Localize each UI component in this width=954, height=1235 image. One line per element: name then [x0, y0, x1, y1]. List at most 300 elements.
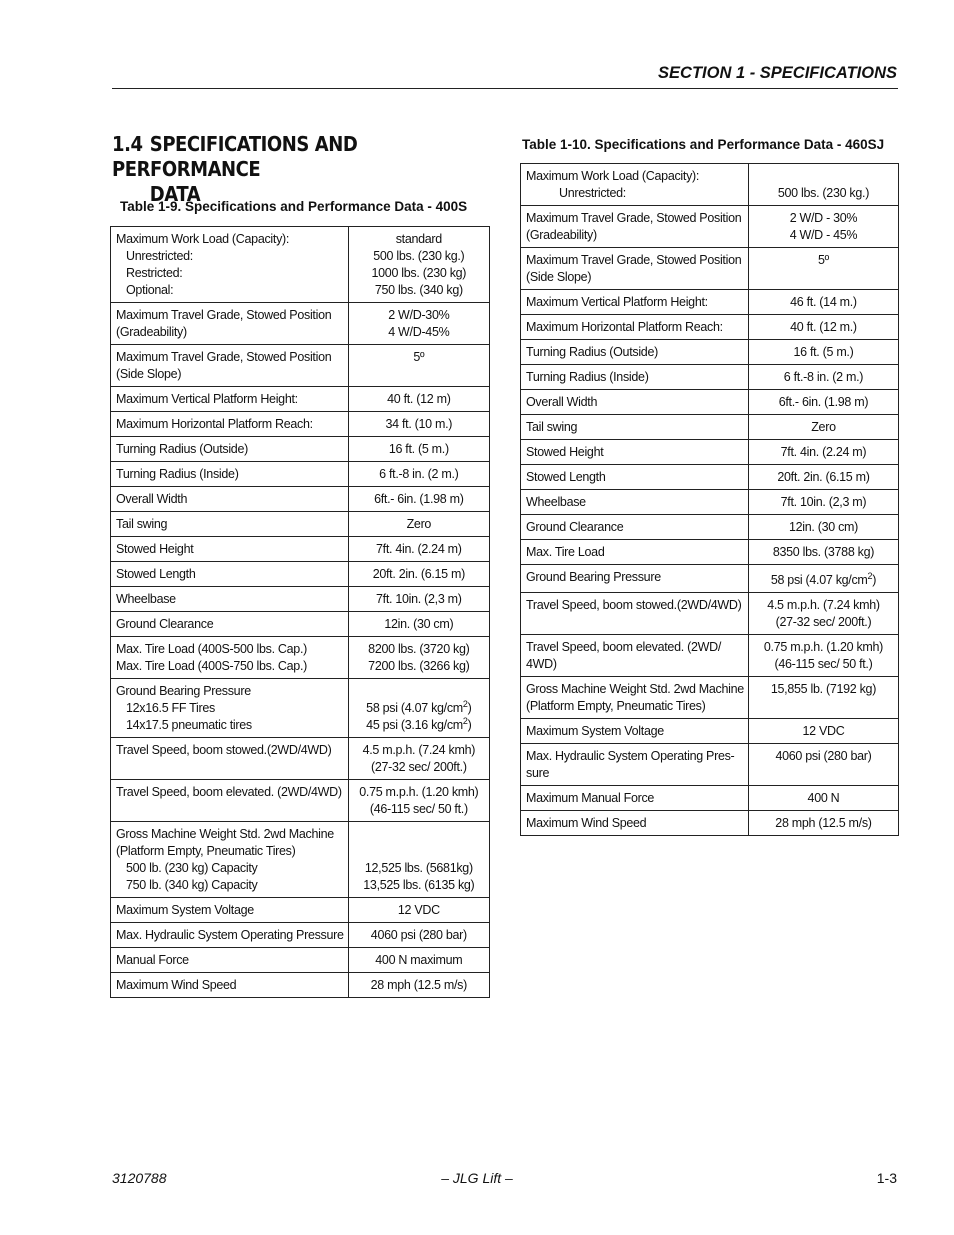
spec-value-text: (27-32 sec/ 200ft.) — [775, 615, 872, 629]
spec-value-cell — [348, 227, 489, 303]
spec-value-text: Zero — [811, 420, 836, 434]
spec-label: sure — [526, 766, 550, 780]
spec-row — [521, 593, 899, 635]
spec-label: Maximum Travel Grade, Stowed Position — [526, 211, 742, 225]
spec-value — [351, 324, 487, 341]
closing-paren: ) — [872, 573, 877, 587]
spec-value — [751, 815, 896, 832]
spec-value — [751, 394, 896, 411]
spec-label-cell — [111, 923, 349, 948]
spec-value — [351, 658, 487, 675]
spec-label: Manual Force — [116, 953, 189, 967]
spacer — [351, 826, 487, 843]
spec-row — [521, 315, 899, 340]
spec-label-cell — [521, 248, 749, 290]
spec-value-text: 12 VDC — [397, 903, 440, 917]
spec-label: Stowed Length — [116, 567, 196, 581]
spec-label: Tail swing — [116, 517, 168, 531]
spec-value-text: 0.75 m.p.h. (1.20 kmh) — [359, 785, 479, 799]
spec-row — [111, 780, 490, 822]
spec-value-text: 5º — [818, 253, 829, 267]
spec-value-cell — [748, 415, 898, 440]
spec-row — [111, 345, 490, 387]
spec-label: Wheelbase — [526, 495, 586, 509]
spec-row — [111, 612, 490, 637]
spec-label: Unrestricted: — [126, 249, 193, 263]
spec-label-cell — [111, 345, 349, 387]
spec-value-cell — [748, 164, 898, 206]
spec-label-cell — [521, 811, 749, 836]
section-heading — [112, 132, 463, 207]
spec-value-text: 34 ft. (10 m.) — [385, 417, 453, 431]
spec-label: Ground Clearance — [526, 520, 624, 534]
table-400s-caption: Table 1-9. Specifications and Performance Data - 400S — [120, 199, 468, 214]
spec-value — [351, 742, 487, 759]
spec-row — [111, 303, 490, 345]
spec-label: Overall Width — [526, 395, 598, 409]
spec-value-text: (46-115 sec/ 50 ft.) — [369, 802, 468, 816]
spec-label-cell — [111, 822, 349, 898]
spec-label-cell — [111, 898, 349, 923]
spec-label: Maximum Horizontal Platform Reach: — [116, 417, 313, 431]
spec-value — [351, 231, 487, 248]
spec-value-cell — [748, 786, 898, 811]
spec-value-cell — [748, 248, 898, 290]
spec-label: Maximum Vertical Platform Height: — [526, 295, 708, 309]
spec-value — [351, 265, 487, 282]
spec-value — [751, 210, 896, 227]
spec-value-cell — [348, 612, 489, 637]
spec-label-cell — [521, 340, 749, 365]
spec-label: Maximum Wind Speed — [116, 978, 237, 992]
spec-label: Optional: — [126, 283, 174, 297]
spec-label: Stowed Height — [116, 542, 194, 556]
spec-label: (Side Slope) — [526, 270, 592, 284]
section-heading-line2: DATA — [149, 182, 201, 206]
spec-label-cell — [111, 537, 349, 562]
spec-label: Maximum Work Load (Capacity): — [526, 169, 700, 183]
spec-label: Maximum Travel Grade, Stowed Position — [526, 253, 742, 267]
spec-row — [521, 490, 899, 515]
spec-label-cell — [111, 780, 349, 822]
spec-value-text: 46 ft. (14 m.) — [790, 295, 857, 309]
spec-value — [751, 185, 896, 202]
spec-value — [751, 544, 896, 561]
spec-value-cell — [748, 565, 898, 593]
spec-value — [351, 860, 487, 877]
spec-value-text: 2 W/D - 30% — [789, 211, 858, 225]
spec-value — [351, 391, 487, 408]
spec-row — [111, 537, 490, 562]
spec-value-text: 2 W/D-30% — [388, 308, 450, 322]
superscript: 2 — [462, 715, 468, 726]
spec-label-cell — [521, 440, 749, 465]
spec-label-cell — [521, 315, 749, 340]
spec-row — [111, 822, 490, 898]
spec-value-cell — [748, 365, 898, 390]
spec-row — [521, 248, 899, 290]
spec-value — [351, 307, 487, 324]
spec-value — [751, 748, 896, 765]
spec-value-cell — [748, 440, 898, 465]
spec-value — [351, 717, 487, 734]
spec-label: 14x17.5 pneumatic tires — [126, 718, 252, 732]
spec-value-cell — [748, 593, 898, 635]
spec-row — [111, 487, 490, 512]
spec-label: Turning Radius (Outside) — [526, 345, 658, 359]
section-heading-line1: SPECIFICATIONS AND PERFORMANCE — [112, 132, 358, 181]
spec-label-cell — [521, 290, 749, 315]
spec-label: Max. Tire Load — [526, 545, 605, 559]
spec-value — [751, 344, 896, 361]
spec-row — [111, 437, 490, 462]
spec-value-cell — [348, 437, 489, 462]
spec-value — [351, 516, 487, 533]
spec-value-cell — [348, 562, 489, 587]
spec-value-text: 6ft.- 6in. (1.98 m) — [778, 395, 869, 409]
table-460sj-caption: Table 1-10. Specifications and Performance Data - 460SJ — [522, 137, 885, 152]
spec-value — [351, 466, 487, 483]
spec-value-cell — [348, 738, 489, 780]
spec-value — [351, 902, 487, 919]
spec-label: (Gradeability) — [526, 228, 597, 242]
spec-value — [751, 723, 896, 740]
spec-label: Travel Speed, boom stowed.(2WD/4WD) — [116, 743, 332, 757]
spec-value — [351, 927, 487, 944]
footer-brand: – JLG Lift – — [441, 1170, 513, 1186]
spec-value-text: 16 ft. (5 m.) — [388, 442, 449, 456]
spec-row — [521, 465, 899, 490]
spec-label: Ground Bearing Pressure — [526, 570, 661, 584]
spec-value-text: 20ft. 2in. (6.15 m) — [777, 470, 870, 484]
spec-row — [111, 923, 490, 948]
spec-label: Maximum Travel Grade, Stowed Position — [116, 308, 332, 322]
spec-value-text: 400 N — [807, 791, 840, 805]
spec-value-cell — [748, 515, 898, 540]
spec-value — [351, 248, 487, 265]
spec-value — [351, 952, 487, 969]
spec-label: Gross Machine Weight Std. 2wd Machine — [526, 682, 744, 696]
table-460sj-specifications — [520, 163, 899, 836]
spec-value — [351, 759, 487, 776]
spec-value-text: 40 ft. (12 m.) — [790, 320, 857, 334]
spec-value-cell — [348, 512, 489, 537]
spec-label: Tail swing — [526, 420, 578, 434]
spec-label: Max. Tire Load (400S-500 lbs. Cap.) — [116, 642, 307, 656]
header-divider — [112, 88, 898, 89]
spec-row — [111, 387, 490, 412]
spec-value-cell — [748, 811, 898, 836]
spec-value — [751, 681, 896, 698]
spec-label: 750 lb. (340 kg) Capacity — [126, 878, 258, 892]
spec-label-cell — [521, 490, 749, 515]
spec-row — [111, 973, 490, 998]
spec-value-text: 4 W/D - 45% — [789, 228, 858, 242]
spec-value — [751, 444, 896, 461]
spec-value-cell — [748, 719, 898, 744]
spec-value — [751, 494, 896, 511]
spec-label: Unrestricted: — [559, 186, 626, 200]
table-400s-specifications — [110, 226, 490, 998]
spec-label: Ground Clearance — [116, 617, 214, 631]
spec-value-text: 13,525 lbs. (6135 kg) — [363, 878, 475, 892]
spec-label: Gross Machine Weight Std. 2wd Machine — [116, 827, 334, 841]
spec-value-text: 20ft. 2in. (6.15 m) — [372, 567, 465, 581]
spec-label: Travel Speed, boom stowed.(2WD/4WD) — [526, 598, 742, 612]
spec-value — [351, 801, 487, 818]
spec-value-text: 7ft. 4in. (2.24 m) — [376, 542, 462, 556]
spec-value — [351, 784, 487, 801]
spec-label: 4WD) — [526, 657, 557, 671]
spec-row — [111, 512, 490, 537]
spec-label: Maximum System Voltage — [526, 724, 664, 738]
spec-label-cell — [111, 487, 349, 512]
table-400s-body — [111, 227, 490, 998]
spec-label-cell — [111, 512, 349, 537]
spec-value — [751, 227, 896, 244]
closing-paren: ) — [467, 718, 472, 732]
spec-value-cell — [348, 948, 489, 973]
spec-value-text: 58 psi (4.07 kg/cm — [366, 701, 463, 715]
spec-value-cell — [348, 345, 489, 387]
spec-row — [521, 390, 899, 415]
spec-label-cell — [111, 587, 349, 612]
spec-value-cell — [348, 637, 489, 679]
spec-value — [351, 877, 487, 894]
spec-label: Stowed Length — [526, 470, 606, 484]
spec-value-text: 8350 lbs. (3788 kg) — [772, 545, 875, 559]
spec-value-text: 28 mph (12.5 m/s) — [775, 816, 872, 830]
spec-value-cell — [348, 303, 489, 345]
spec-value — [351, 591, 487, 608]
spec-label: Maximum Manual Force — [526, 791, 655, 805]
spec-label: Overall Width — [116, 492, 188, 506]
spec-label: Stowed Height — [526, 445, 604, 459]
spec-label: Turning Radius (Outside) — [116, 442, 248, 456]
spec-label: Maximum Vertical Platform Height: — [116, 392, 298, 406]
superscript: 2 — [462, 698, 468, 709]
spec-label-cell — [521, 565, 749, 593]
spec-value-text: 400 N maximum — [375, 953, 463, 967]
spec-label-cell — [521, 719, 749, 744]
spec-value-text: 12in. (30 cm) — [384, 617, 454, 631]
spec-value — [751, 597, 896, 614]
spec-label-cell — [521, 635, 749, 677]
spec-label-cell — [521, 593, 749, 635]
spec-label-cell — [111, 562, 349, 587]
spec-value-text: 28 mph (12.5 m/s) — [370, 978, 467, 992]
spec-row — [521, 719, 899, 744]
spec-value-cell — [348, 973, 489, 998]
spec-row — [111, 948, 490, 973]
spec-value — [351, 977, 487, 994]
spec-value — [351, 616, 487, 633]
spacer — [751, 168, 896, 185]
spec-value-cell — [348, 487, 489, 512]
spec-label-cell — [521, 515, 749, 540]
spacer — [351, 683, 487, 700]
spec-value-cell — [748, 465, 898, 490]
spec-label-cell — [521, 677, 749, 719]
spec-value-text: 6 ft.-8 in. (2 m.) — [783, 370, 864, 384]
spec-value-text: 4 W/D-45% — [388, 325, 450, 339]
spec-value-cell — [348, 679, 489, 738]
spec-value — [751, 656, 896, 673]
spec-value-text: 7ft. 10in. (2,3 m) — [780, 495, 867, 509]
spec-label: Restricted: — [126, 266, 183, 280]
spec-row — [111, 227, 490, 303]
spec-label-cell — [111, 948, 349, 973]
spec-value — [351, 441, 487, 458]
spec-value-cell — [748, 744, 898, 786]
spec-value — [351, 566, 487, 583]
spec-label: Maximum Work Load (Capacity): — [116, 232, 290, 246]
spec-value-cell — [748, 677, 898, 719]
spec-value — [751, 294, 896, 311]
spec-label-cell — [521, 744, 749, 786]
spec-value-text: 8200 lbs. (3720 kg) — [368, 642, 470, 656]
spec-value-text: 7200 lbs. (3266 kg) — [368, 659, 470, 673]
spec-label-cell — [111, 738, 349, 780]
spec-value-text: 12 VDC — [802, 724, 845, 738]
spec-label-cell — [111, 973, 349, 998]
spec-label: Turning Radius (Inside) — [526, 370, 649, 384]
spec-label-cell — [521, 415, 749, 440]
spec-value — [751, 369, 896, 386]
spec-label: Max. Tire Load (400S-750 lbs. Cap.) — [116, 659, 307, 673]
table-460sj-body — [521, 164, 899, 836]
spec-row — [521, 744, 899, 786]
spec-label-cell — [521, 206, 749, 248]
spec-value — [751, 252, 896, 269]
spec-value — [751, 790, 896, 807]
spec-value-text: 750 lbs. (340 kg) — [374, 283, 463, 297]
spec-row — [521, 290, 899, 315]
spec-value — [751, 319, 896, 336]
spec-label-cell — [521, 164, 749, 206]
spec-label: Ground Bearing Pressure — [116, 684, 251, 698]
spec-row — [521, 415, 899, 440]
spec-value-text: 40 ft. (12 m) — [387, 392, 451, 406]
spec-value-cell — [748, 290, 898, 315]
spec-label-cell — [111, 462, 349, 487]
spec-value-cell — [348, 822, 489, 898]
spec-row — [521, 515, 899, 540]
spec-value-cell — [748, 340, 898, 365]
spec-value-cell — [348, 923, 489, 948]
spec-label: (Platform Empty, Pneumatic Tires) — [116, 844, 296, 858]
spec-value — [351, 491, 487, 508]
spec-value-text: standard — [395, 232, 442, 246]
spec-value-cell — [748, 206, 898, 248]
document-number: 3120788 — [112, 1170, 167, 1186]
spec-row — [111, 462, 490, 487]
spec-value-text: 4.5 m.p.h. (7.24 kmh) — [767, 598, 880, 612]
spec-label: Max. Hydraulic System Operating Pressure — [116, 928, 344, 942]
spec-row — [111, 587, 490, 612]
spec-value — [751, 519, 896, 536]
spec-value-text: 1000 lbs. (230 kg) — [371, 266, 467, 280]
spec-value — [751, 639, 896, 656]
page-number: 1-3 — [876, 1170, 897, 1186]
spec-label-cell — [111, 412, 349, 437]
spec-value-cell — [348, 587, 489, 612]
spec-value-text: 12,525 lbs. (5681kg) — [364, 861, 473, 875]
spec-row — [521, 786, 899, 811]
spec-row — [111, 637, 490, 679]
spec-value-cell — [748, 490, 898, 515]
spec-row — [111, 562, 490, 587]
spec-label: 500 lb. (230 kg) Capacity — [126, 861, 258, 875]
spec-value-cell — [348, 462, 489, 487]
spec-label-cell — [111, 612, 349, 637]
spec-value-cell — [748, 635, 898, 677]
spec-label: Max. Hydraulic System Operating Pres- — [526, 749, 735, 763]
spec-value-cell — [748, 315, 898, 340]
spec-label: Wheelbase — [116, 592, 176, 606]
spec-label: (Gradeability) — [116, 325, 187, 339]
spec-value-text: 15,855 lb. (7192 kg) — [770, 682, 877, 696]
section-header-title: SECTION 1 - SPECIFICATIONS — [658, 64, 897, 82]
spec-value-text: 12in. (30 cm) — [788, 520, 858, 534]
spec-value-text: 0.75 m.p.h. (1.20 kmh) — [763, 640, 884, 654]
spec-value — [351, 349, 487, 366]
spec-label-cell — [111, 679, 349, 738]
spec-row — [521, 811, 899, 836]
spec-row — [111, 738, 490, 780]
spec-label: (Platform Empty, Pneumatic Tires) — [526, 699, 706, 713]
spec-label: Turning Radius (Inside) — [116, 467, 239, 481]
spec-value-text: (27-32 sec/ 200ft.) — [370, 760, 467, 774]
spec-value — [351, 641, 487, 658]
spec-label: Maximum Travel Grade, Stowed Position — [116, 350, 332, 364]
spec-value-text: 6ft.- 6in. (1.98 m) — [374, 492, 464, 506]
spec-value-text: 45 psi (3.16 kg/cm — [366, 718, 463, 732]
spec-row — [521, 440, 899, 465]
spec-value — [751, 614, 896, 631]
spec-row — [521, 635, 899, 677]
spec-row — [111, 898, 490, 923]
spec-value-text: 4060 psi (280 bar) — [370, 928, 467, 942]
spec-row — [521, 164, 899, 206]
spec-row — [111, 412, 490, 437]
spec-value-text: 7ft. 10in. (2,3 m) — [376, 592, 462, 606]
spec-label-cell — [521, 465, 749, 490]
spec-row — [521, 340, 899, 365]
closing-paren: ) — [467, 701, 472, 715]
spec-value — [351, 541, 487, 558]
spec-value-text: 7ft. 4in. (2.24 m) — [780, 445, 867, 459]
spec-label-cell — [111, 437, 349, 462]
spec-value-cell — [748, 540, 898, 565]
spec-value — [751, 419, 896, 436]
spec-row — [521, 677, 899, 719]
spec-value-cell — [748, 390, 898, 415]
spec-value-text: 4060 psi (280 bar) — [775, 749, 872, 763]
spec-value — [351, 282, 487, 299]
spacer — [351, 843, 487, 860]
spec-label-cell — [521, 786, 749, 811]
spec-row — [521, 565, 899, 593]
spec-row — [521, 365, 899, 390]
spec-value-text: 58 psi (4.07 kg/cm — [770, 573, 868, 587]
spec-value — [351, 700, 487, 717]
spec-value-cell — [348, 780, 489, 822]
spec-value-text: 16 ft. (5 m.) — [793, 345, 854, 359]
spec-label-cell — [111, 303, 349, 345]
spec-value-text: (46-115 sec/ 50 ft.) — [774, 657, 873, 671]
spec-value-cell — [348, 898, 489, 923]
